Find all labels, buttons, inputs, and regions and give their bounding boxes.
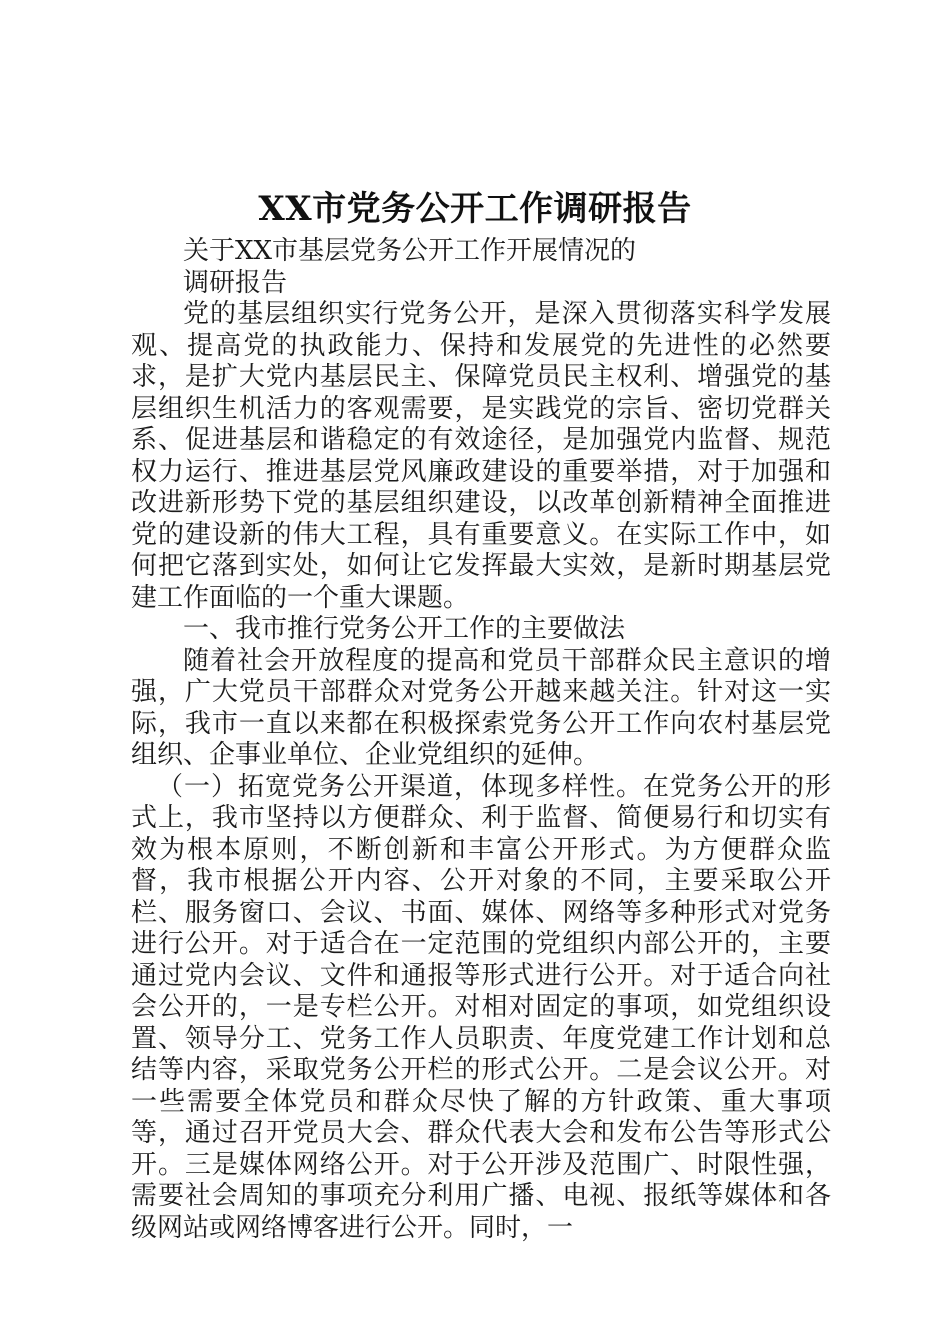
subtitle-line-2: 调研报告 — [183, 267, 288, 298]
subtitle-line-1: 关于XX市基层党务公开工作开展情况的 — [183, 236, 637, 266]
section-heading: 一、我市推行党务公开工作的主要做法 — [183, 614, 626, 644]
intro-paragraph: 党的基层组织实行党务公开，是深入贯彻落实科学发展观、提高党的执政能力、保持和发展党的先进性的必然要求，是扩大党内基层民主、保障党员民主权利、增强党的基层组织生机活力的客观需要，是实践党的宗旨、密切党群关系、促进基层和谐稳定的有效途径，是加强党内监督、规范权力运行、推进基层党风廉政建设的重要举措，对于加强和改进新形势下党的基层组织建设，以改革创新精神全面推进党的建设新的伟大工程，具有重要意义。在实际工作中，如何把它落到实处，如何让它发挥最大实效，是新时期基层党建工作面临的一个重大课题。 — [131, 299, 831, 613]
document-body — [131, 236, 831, 1244]
section-paragraph: 随着社会开放程度的提高和党员干部群众民主意识的增强，广大党员干部群众对党务公开越来越关注。针对这一实际，我市一直以来都在积极探索党务公开工作向农村基层党组织、企事业单位、企业党组织的延伸。 — [131, 645, 831, 770]
subsection-paragraph: （一）拓宽党务公开渠道，体现多样性。在党务公开的形式上，我市坚持以方便群众、利于监督、简便易行和切实有效为根本原则，不断创新和丰富公开形式。为方便群众监督，我市根据公开内容、公开对象的不同，主要采取公开栏、服务窗口、会议、书面、媒体、网络等多种形式对党务进行公开。对于适合在一定范围的党组织内部公开的，主要通过党内会议、文件和通报等形式进行公开。对于适合向社会公开的，一是专栏公开。对相对固定的事项，如党组织设置、领导分工、党务工作人员职责、年度党建工作计划和总结等内容，采取党务公开栏的形式公开。二是会议公开。对一些需要全体党员和群众尽快了解的方针政策、重大事项等，通过召开党员大会、群众代表大会和发布公告等形式公开。三是媒体网络公开。对于公开涉及范围广、时限性强，需要社会周知的事项充分利用广播、电视、报纸等媒体和各级网站或网络博客进行公开。同时，一 — [131, 771, 831, 1243]
document-title: XX市党务公开工作调研报告 — [258, 189, 692, 229]
